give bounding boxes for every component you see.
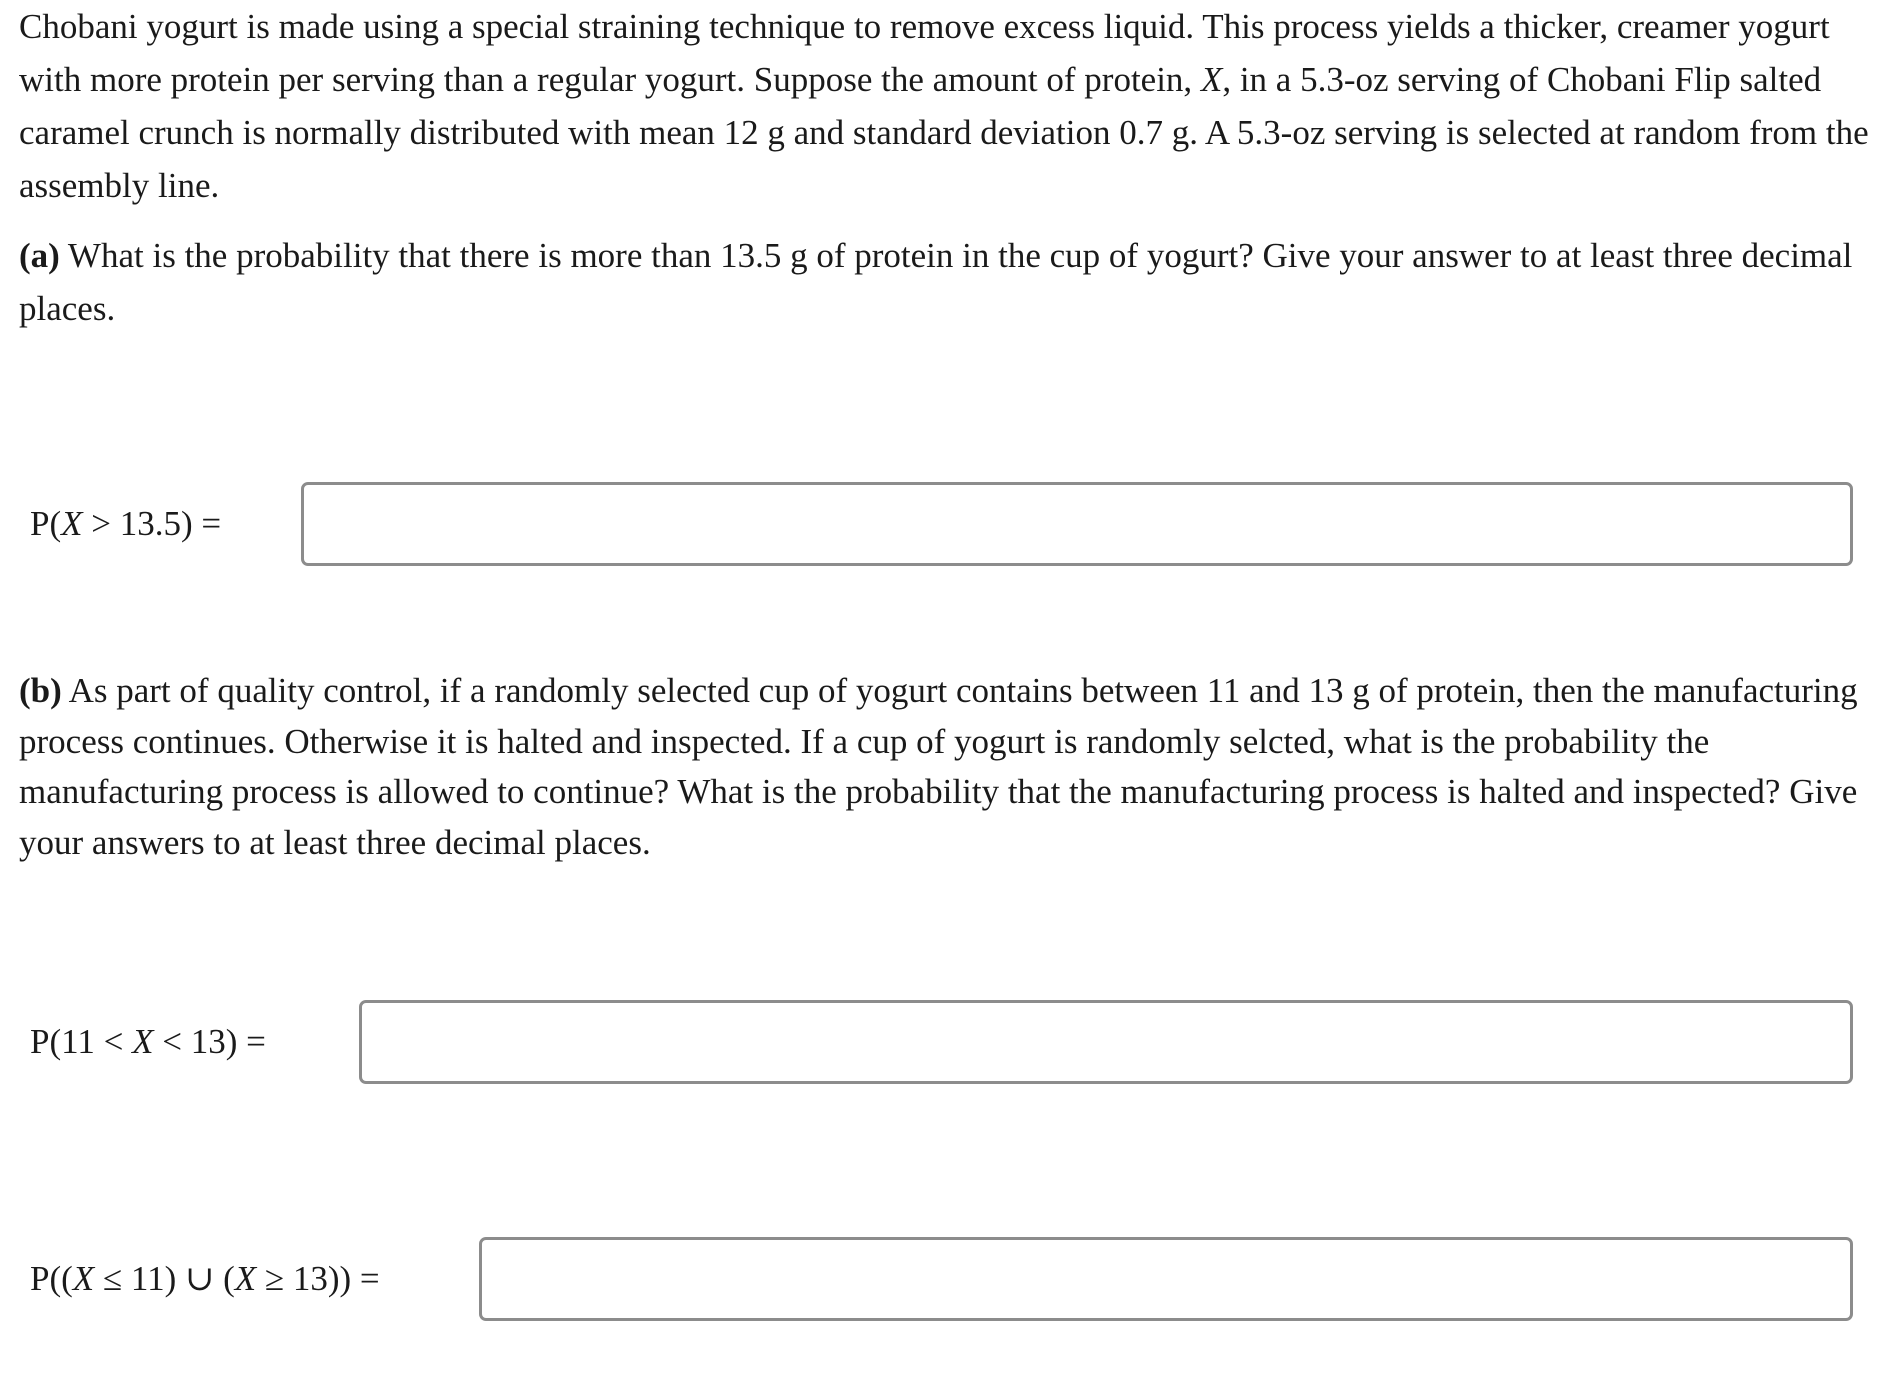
label-b2-var-2: X: [234, 1259, 257, 1298]
answer-b-continue-label: [30, 1000, 266, 1084]
answer-b-continue-input[interactable]: [359, 1000, 1853, 1084]
label-b2-suffix: ≥ 13)) =: [256, 1259, 380, 1298]
label-a-var: X: [61, 504, 83, 543]
part-a-question: [19, 229, 1889, 335]
label-b2-middle: ≤ 11) ∪ (: [94, 1259, 235, 1298]
label-a-prefix: P(: [30, 504, 62, 543]
answer-a-input[interactable]: [301, 482, 1853, 566]
answer-row-a: [30, 482, 1853, 566]
label-a-suffix: > 13.5) =: [82, 504, 222, 543]
label-b2-var-1: X: [72, 1259, 95, 1298]
answer-row-b-continue: [30, 1000, 1853, 1084]
intro-text-2: , in a 5.3-oz serving of Chobani Flip salted caramel crunch is normally distributed with mean 12 g and standard deviation 0.7 g. A 5.3-oz serving is selected at random from the assembly line.: [19, 60, 1869, 205]
part-a-label: (a): [19, 236, 60, 275]
answer-a-label: [30, 482, 221, 566]
variable-x: X: [1200, 60, 1223, 99]
label-b1-var: X: [132, 1022, 154, 1061]
answer-row-b-halt: [30, 1237, 1853, 1321]
part-b-question: [19, 666, 1889, 868]
answer-b-halt-label: [30, 1237, 380, 1321]
label-b2-prefix: P((: [30, 1259, 73, 1298]
intro-text-1: Chobani yogurt is made using a special straining technique to remove excess liquid. This process yields a thicker, creamer yogurt with more protein per serving than a regular yogurt. Suppose the amount of protein,: [19, 7, 1830, 99]
part-b-text: As part of quality control, if a randomly selected cup of yogurt contains between 11 and 13 g of protein, then the manufacturing process continues. Otherwise it is halted and inspected. If a cup of yogurt is randomly selcted, what is the probability the manufacturing process is allowed to continue? What is the probability that the manufacturing process is halted and inspected? Give your answers to at least three decimal places.: [19, 671, 1858, 862]
label-b1-suffix: < 13) =: [153, 1022, 266, 1061]
part-b-label: (b): [19, 671, 62, 710]
part-a-text: What is the probability that there is more than 13.5 g of protein in the cup of yogurt? Give your answer to at least three decimal places.: [19, 236, 1853, 328]
answer-b-halt-input[interactable]: [479, 1237, 1853, 1321]
problem-intro: [19, 0, 1889, 212]
label-b1-prefix: P(11 <: [30, 1022, 133, 1061]
